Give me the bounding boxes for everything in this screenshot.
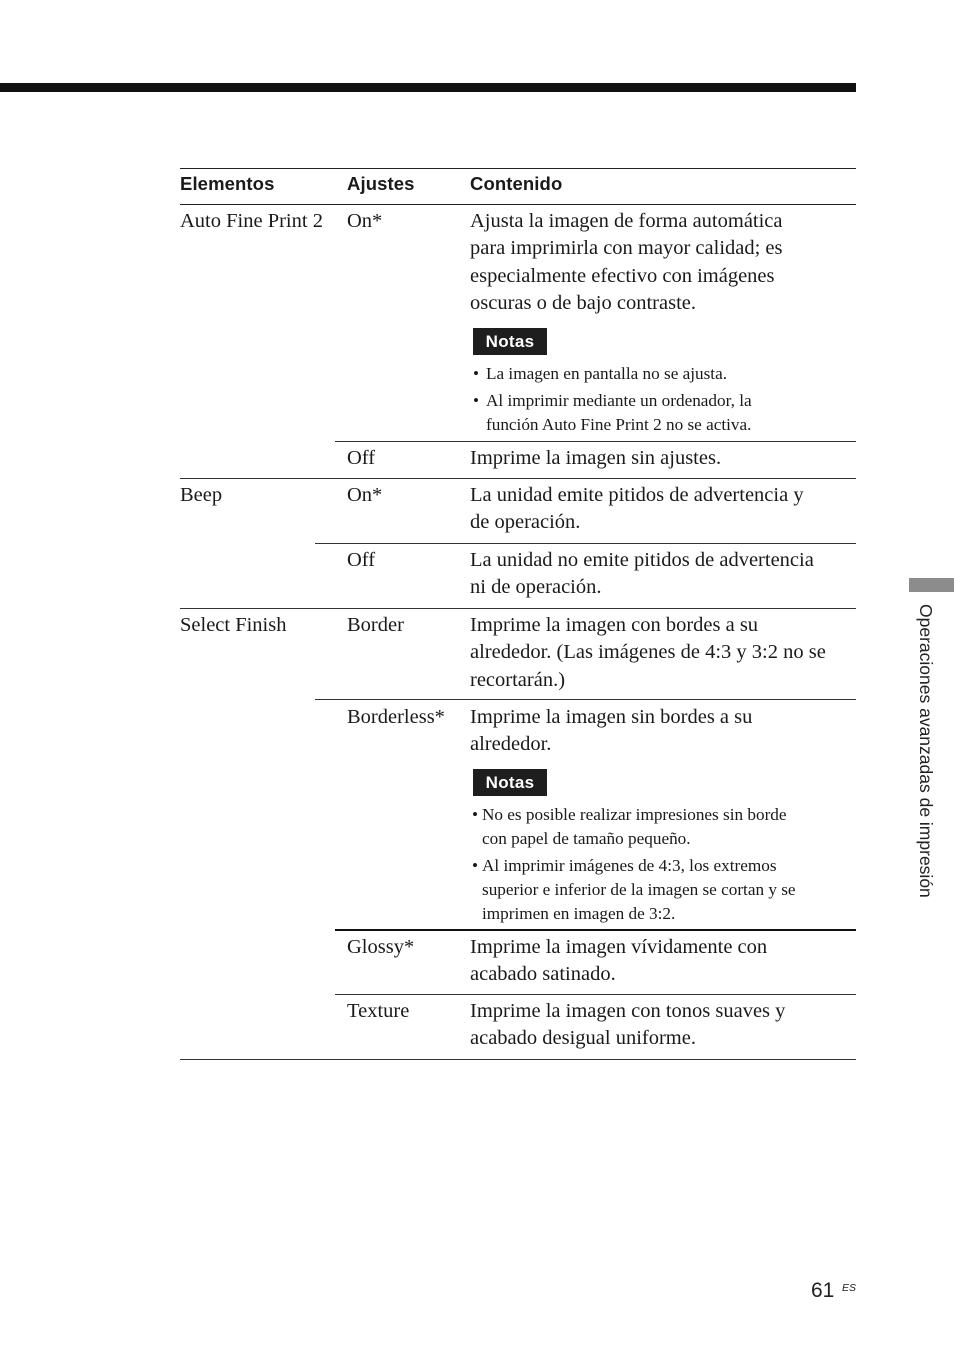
row-divider	[315, 699, 856, 700]
row-divider	[335, 441, 856, 442]
header-ajustes: Ajustes	[347, 173, 415, 194]
top-rule	[0, 83, 856, 92]
notes-list	[472, 803, 796, 926]
notes-badge: Notas	[473, 328, 547, 355]
content-border: Imprime la imagen con bordes a su alrededor. (Las imágenes de 4:3 y 3:2 no se recortarán.)	[470, 614, 826, 691]
notes-list	[473, 362, 752, 437]
setting-on: On*	[347, 484, 383, 506]
element-auto-fine-print: Auto Fine Print 2	[180, 210, 323, 232]
setting-border: Border	[347, 614, 404, 636]
table-bottom-border	[180, 1059, 856, 1060]
setting-off: Off	[347, 549, 376, 571]
element-beep: Beep	[180, 484, 223, 506]
section-tab-marker	[909, 578, 954, 592]
header-contenido: Contenido	[470, 173, 563, 194]
content-auto-fine-print-on: Ajusta la imagen de forma automática para imprimirla con mayor calidad; es especialmente efectivo con imágenes oscuras o de bajo contraste.	[470, 210, 783, 314]
row-divider	[335, 929, 856, 931]
content-beep-on: La unidad emite pitidos de advertencia y de operación.	[470, 484, 804, 534]
content-glossy: Imprime la imagen vívidamente con acabado satinado.	[470, 936, 768, 986]
setting-glossy: Glossy*	[347, 936, 415, 958]
header-bottom-border	[180, 204, 856, 205]
setting-borderless: Borderless*	[347, 706, 445, 728]
page-language-code: ES	[842, 1282, 857, 1294]
section-side-label: Operaciones avanzadas de impresión	[916, 604, 936, 898]
row-divider	[315, 543, 856, 544]
note-item: • Al imprimir mediante un ordenador, la función Auto Fine Print 2 no se activa.	[473, 391, 752, 434]
row-divider	[335, 994, 856, 995]
header-elementos: Elementos	[180, 173, 275, 194]
notes-badge: Notas	[473, 769, 547, 796]
group-divider	[180, 608, 856, 609]
setting-on: On*	[347, 210, 383, 232]
setting-texture: Texture	[347, 1000, 410, 1022]
group-divider	[180, 478, 856, 479]
page-number: 61	[811, 1279, 835, 1302]
content-auto-fine-print-off: Imprime la imagen sin ajustes.	[470, 447, 722, 469]
note-item: • Al imprimir imágenes de 4:3, los extremos superior e inferior de la imagen se cortan y se imprimen en imagen de 3:2.	[472, 856, 796, 923]
element-select-finish: Select Finish	[180, 614, 287, 636]
content-borderless: Imprime la imagen sin bordes a su alrededor.	[470, 706, 753, 756]
setting-off: Off	[347, 447, 376, 469]
table-top-border	[180, 168, 856, 169]
content-beep-off: La unidad no emite pitidos de advertencia ni de operación.	[470, 549, 814, 599]
note-item: • La imagen en pantalla no se ajusta.	[473, 364, 728, 383]
content-texture: Imprime la imagen con tonos suaves y acabado desigual uniforme.	[470, 1000, 786, 1050]
note-item: • No es posible realizar impresiones sin borde con papel de tamaño pequeño.	[472, 805, 787, 848]
